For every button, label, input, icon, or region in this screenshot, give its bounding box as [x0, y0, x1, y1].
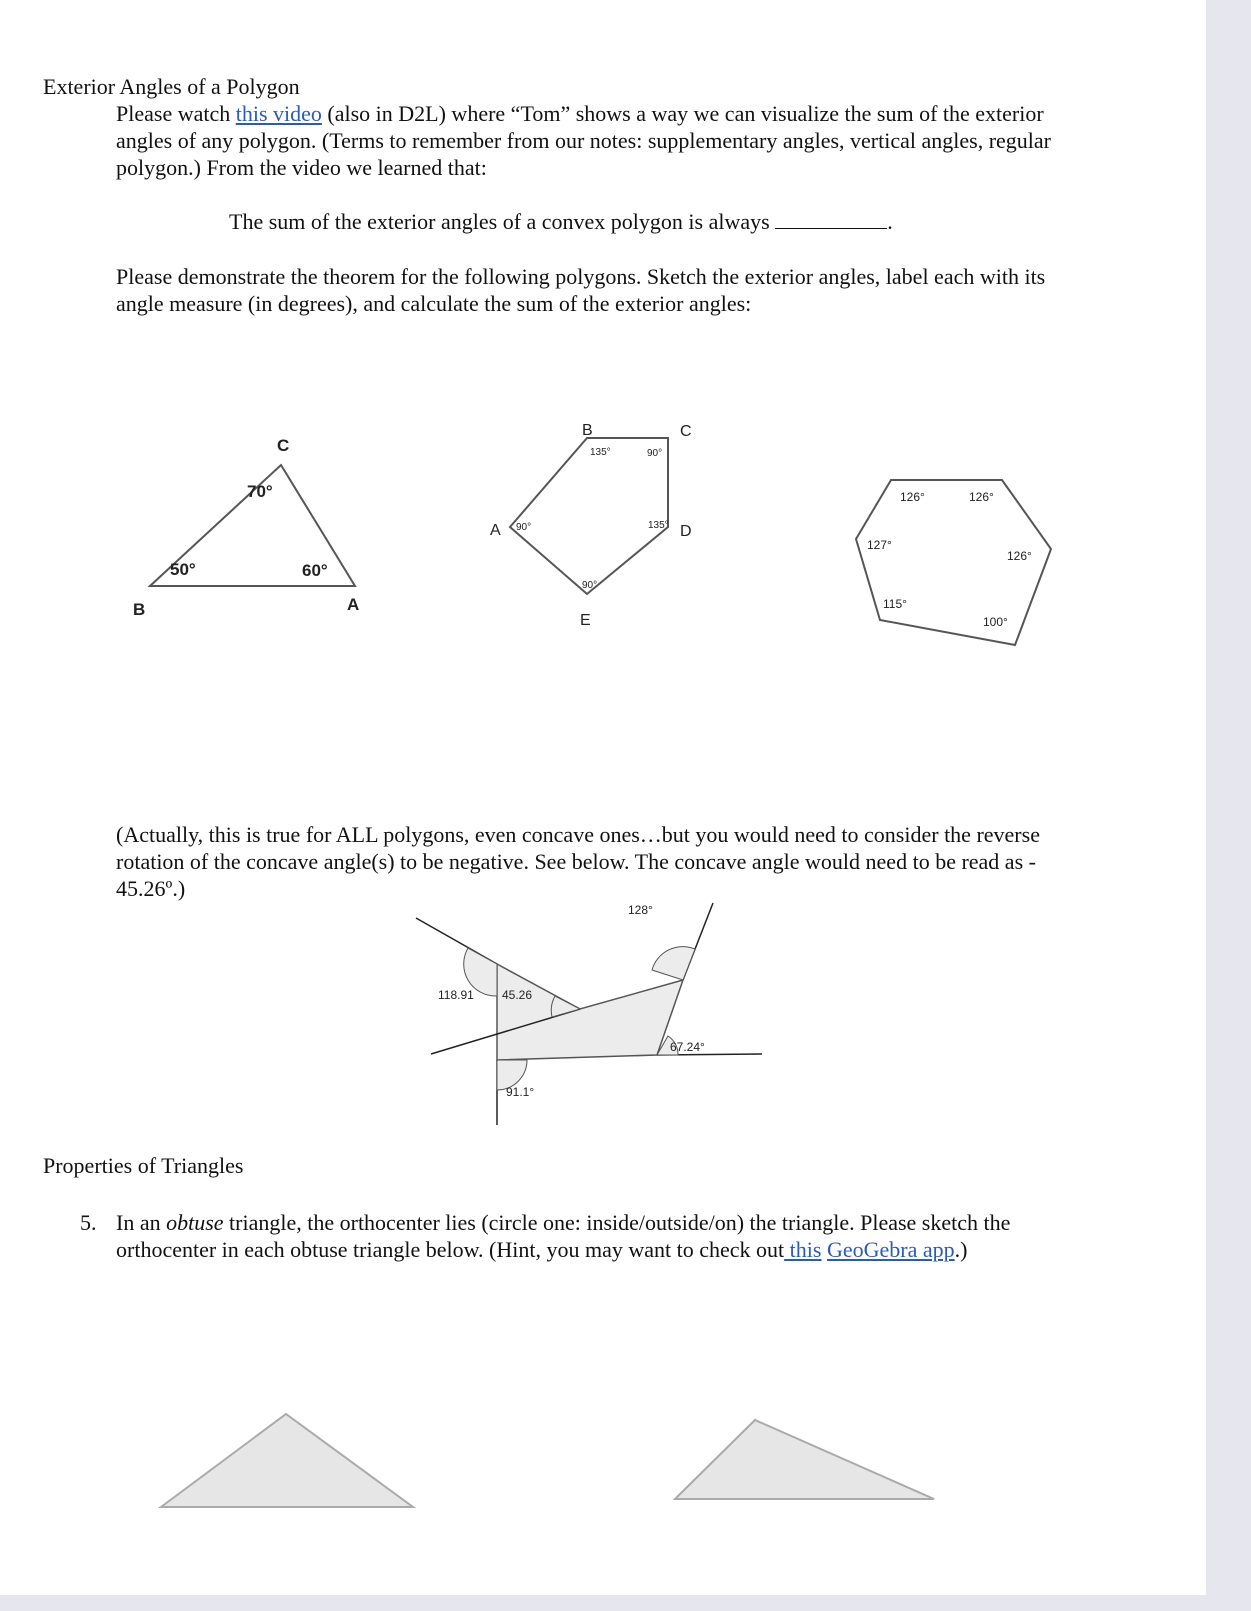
obtuse-triangle-1-shape — [161, 1414, 413, 1507]
hexagon-figure — [850, 470, 1080, 660]
pentagon-vertex-a: A — [490, 522, 501, 539]
pentagon-vertex-e: E — [580, 612, 591, 629]
section-heading-triangles: Properties of Triangles — [43, 1153, 244, 1178]
obtuse-triangle-1 — [158, 1410, 418, 1515]
concave-angle-128: 128° — [628, 903, 653, 917]
theorem-statement: The sum of the exterior angles of a convex polygon is always . — [229, 209, 893, 234]
geogebra-link-app[interactable]: GeoGebra app — [826, 1237, 955, 1262]
geogebra-link-this[interactable]: this — [784, 1237, 822, 1262]
hexagon-angle-2: 126° — [969, 490, 994, 504]
pentagon-shape — [510, 438, 668, 594]
triangle-angle-b: 50° — [170, 560, 196, 579]
triangle-angle-a: 60° — [302, 561, 328, 580]
section-heading-exterior-angles: Exterior Angles of a Polygon — [43, 74, 300, 99]
concave-angle-91: 91.1° — [506, 1085, 535, 1099]
video-link[interactable]: this video — [235, 101, 322, 126]
obtuse-triangle-2-shape — [675, 1420, 934, 1499]
triangle-vertex-c: C — [277, 436, 290, 455]
hexagon-angle-5: 115° — [883, 597, 907, 611]
triangle-figure — [120, 430, 380, 630]
question-5: In an obtuse triangle, the orthocenter lies (circle one: inside/outside/on) the triangle. Please sketch the orthocenter in each obtuse triangle below. (Hint, you may want to check out this GeoGebra app.) — [116, 1210, 1011, 1262]
question-number: 5. — [80, 1210, 97, 1235]
concave-angle-118: 118.91 — [438, 988, 474, 1002]
pentagon-angle-b: 135° — [590, 447, 611, 458]
hexagon-angle-3: 126° — [1007, 549, 1032, 563]
pentagon-vertex-d: D — [680, 523, 692, 540]
triangle-vertex-a: A — [347, 595, 360, 614]
pentagon-angle-c: 90° — [647, 448, 663, 459]
pentagon-angle-a: 90° — [516, 522, 532, 533]
intro-paragraph: Please watch this video (also in D2L) where “Tom” shows a way we can visualize the sum of the exterior angles of any polygon. (Terms to remember from our notes: supplementary angles, vertical angles, regular polygon.) From the video we learned that: — [116, 101, 1051, 180]
pentagon-angle-d: 135° — [648, 520, 669, 531]
hexagon-angle-1: 126° — [900, 490, 925, 504]
pentagon-figure — [480, 420, 740, 640]
pentagon-vertex-c: C — [680, 423, 692, 440]
pentagon-angle-e: 90° — [582, 580, 598, 591]
triangle-angle-c: 70° — [247, 482, 273, 501]
hexagon-angle-4: 100° — [983, 615, 1008, 629]
concave-angle-45: 45.26 — [502, 988, 533, 1002]
obtuse-triangle-2 — [672, 1417, 937, 1507]
answer-blank[interactable] — [775, 211, 887, 229]
concave-shape — [497, 964, 683, 1060]
triangle-vertex-b: B — [133, 600, 146, 619]
hexagon-angle-6: 127° — [867, 538, 892, 552]
concave-polygon-figure — [410, 900, 770, 1130]
pentagon-vertex-b: B — [582, 422, 593, 439]
concave-note: (Actually, this is true for ALL polygons, even concave ones…but you would need to consider the reverse rotation of the concave angle(s) to be negative. See below. The concave angle would need to be read as - 45.26º.) — [116, 822, 1040, 901]
concave-angle-67: 67.24° — [670, 1040, 705, 1054]
exterior-arc-2 — [652, 947, 695, 980]
demonstrate-instructions: Please demonstrate the theorem for the following polygons. Sketch the exterior angles, label each with its angle measure (in degrees), and calculate the sum of the exterior angles: — [116, 264, 1046, 316]
